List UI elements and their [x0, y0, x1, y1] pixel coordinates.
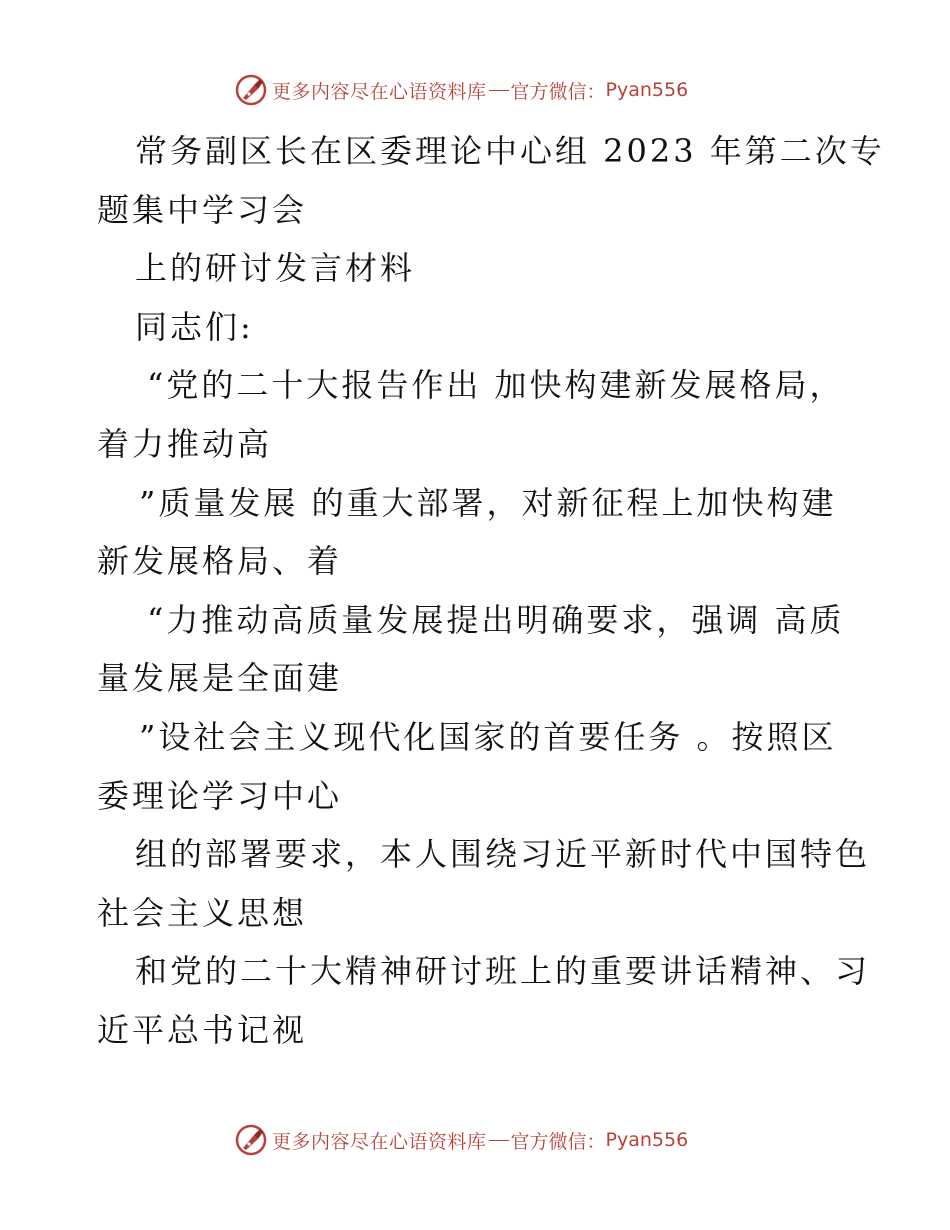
title-line-1: 常务副区长在区委理论中心组 2023 年第二次专 — [135, 132, 885, 170]
paragraph-line: 组的部署要求，本人围绕习近平新时代中国特色 — [135, 835, 871, 874]
header-watermark — [234, 72, 688, 108]
paragraph-line: 着力推动高 — [97, 424, 273, 463]
paragraph-line: 和党的二十大精神研讨班上的重要讲话精神、习 — [135, 952, 871, 991]
watermark-text: 更多内容尽在心语资料库 — [272, 80, 487, 103]
watermark-label: 官方微信： — [510, 1130, 606, 1153]
pen-nib-logo-icon — [234, 1123, 268, 1157]
paragraph-line: 量发展是全面建 — [97, 659, 343, 698]
title-line-2: 题集中学习会 — [97, 190, 308, 229]
paragraph-line: “党的二十大报告作出 加快构建新发展格局， — [147, 366, 845, 405]
paragraph-line: ”设社会主义现代化国家的首要任务 。按照区 — [139, 717, 837, 756]
watermark-text: 更多内容尽在心语资料库 — [272, 1130, 487, 1153]
title-line-3: 上的研讨发言材料 — [135, 249, 416, 288]
watermark-label: 官方微信： — [510, 80, 606, 103]
paragraph-line: 社会主义思想 — [97, 893, 308, 932]
footer-watermark — [234, 1122, 688, 1158]
watermark-wechat-id: Pyan556 — [605, 79, 689, 101]
pen-nib-logo-icon — [234, 73, 268, 107]
document-body — [97, 122, 885, 1060]
paragraph-line: 近平总书记视 — [97, 1010, 308, 1049]
paragraph-line: ”质量发展 的重大部署，对新征程上加快构建 — [139, 483, 837, 522]
paragraph-line: “力推动高质量发展提出明确要求，强调 高质 — [147, 600, 845, 639]
paragraph-line: 新发展格局、着 — [97, 542, 343, 581]
watermark-dash — [489, 1140, 509, 1141]
salutation: 同志们: — [135, 307, 254, 346]
watermark-wechat-id: Pyan556 — [605, 1129, 689, 1151]
paragraph-line: 委理论学习中心 — [97, 776, 343, 815]
watermark-dash — [489, 90, 509, 91]
